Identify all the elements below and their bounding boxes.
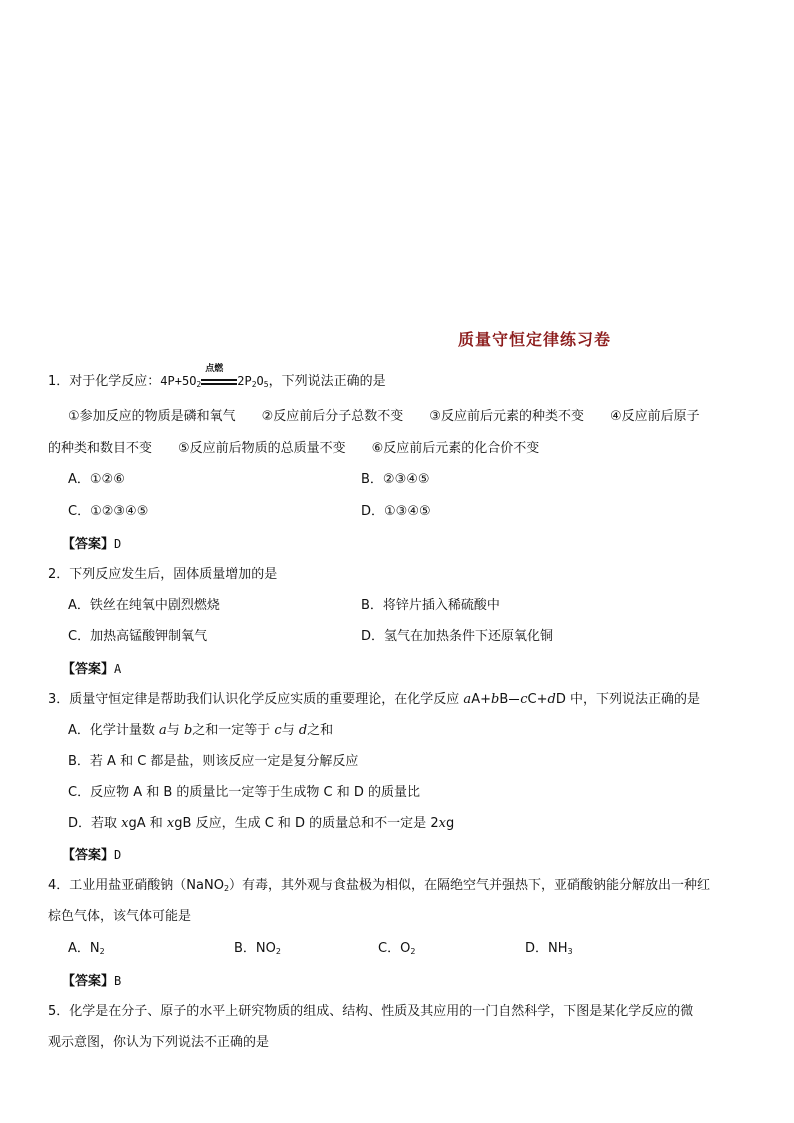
answer-label: 【答案】 <box>62 662 115 677</box>
answer <box>62 660 121 679</box>
question-1-stem <box>48 364 386 394</box>
answer <box>62 972 121 991</box>
option-a: A．$N_2$ <box>68 941 105 956</box>
reaction-condition: 点燃 <box>205 364 224 374</box>
question-number: 3． <box>48 692 70 707</box>
option-a: A．铁丝在纯氧中剧烈燃烧 <box>68 598 220 613</box>
question-2-stem <box>48 566 277 584</box>
answer-label: 【答案】 <box>62 974 115 989</box>
option-c: C．反应物 A 和 B 的质量比一定等于生成物 C 和 D 的质量比 <box>68 785 421 800</box>
option-c: C．①②③④⑤ <box>68 504 149 519</box>
option-b: B．若 A 和 C 都是盐，则该反应一定是复分解反应 <box>68 754 359 769</box>
answer-label: 【答案】 <box>62 537 115 552</box>
question-4-stem: 4．工业用盐亚硝酸钠（NaNO$_2$）有毒，其外观与食盐极为相似，在隔绝空气并强热下，亚硝酸钠能分解放出一种红 <box>48 878 711 893</box>
page-title: 质量守恒定律练习卷 <box>458 330 612 349</box>
question-number: 5． <box>48 1004 70 1019</box>
question-5-stem: 5．化学是在分子、原子的水平上研究物质的组成、结构、性质及其应用的一门自然科学，下图是某化学反应的微 <box>48 1004 694 1019</box>
stem-text: 质量守恒定律是帮助我们认识化学反应实质的重要理论，在化学反应 <box>69 692 464 707</box>
option-c: C．$O_2$ <box>378 941 416 956</box>
answer <box>62 846 121 865</box>
reaction-arrow <box>201 364 237 390</box>
question-5-stem-cont: 观示意图，你认为下列说法不正确的是 <box>48 1035 270 1050</box>
answer-value: D <box>114 848 122 862</box>
answer-value: B <box>114 974 122 988</box>
option-b: B．将锌片插入稀硫酸中 <box>361 598 500 613</box>
stem-text: 下列反应发生后，固体质量增加的是 <box>69 567 278 582</box>
stem-text: 对于化学反应： <box>69 374 161 389</box>
statements-line: ①参加反应的物质是磷和氧气 ②反应前后分子总数不变 ③反应前后元素的种类不变 ④反应前后原子 <box>68 409 700 424</box>
answer <box>62 535 121 554</box>
answer-value: A <box>114 662 122 676</box>
answer-label: 【答案】 <box>62 848 115 863</box>
reaction-equation: $4P+5O_2$ 点燃 $2P_2O_5$ <box>160 374 268 388</box>
question-3-stem <box>48 691 700 709</box>
option-d: D．$NH_3$ <box>525 941 573 956</box>
option-a: A．化学计量数 a与 b之和一定等于 c与 d之和 <box>68 723 334 738</box>
question-number: 2． <box>48 567 70 582</box>
question-number: 1． <box>48 374 70 389</box>
stem-text: 中，下列说法正确的是 <box>565 692 700 707</box>
option-a: A．①②⑥ <box>68 472 125 487</box>
question-number: 4． <box>48 878 70 893</box>
stem-text: ，下列说法正确的是 <box>268 374 386 389</box>
statements-line: 的种类和数目不变 ⑤反应前后物质的总质量不变 ⑥反应前后元素的化合价不变 <box>48 441 540 456</box>
option-d: D．①③④⑤ <box>361 504 431 519</box>
question-4-stem-cont: 棕色气体，该气体可能是 <box>48 909 192 924</box>
option-d: D．若取 xgA 和 xgB 反应，生成 C 和 D 的质量总和不一定是 2xg <box>68 816 455 831</box>
option-b: B．②③④⑤ <box>361 472 430 487</box>
option-c: C．加热高锰酸钾制氧气 <box>68 629 208 644</box>
option-d: D．氢气在加热条件下还原氧化铜 <box>361 629 554 644</box>
option-b: B．$NO_2$ <box>234 941 281 956</box>
answer-value: D <box>114 537 122 551</box>
reaction-equation: aA+bB cC+dD <box>463 692 566 707</box>
